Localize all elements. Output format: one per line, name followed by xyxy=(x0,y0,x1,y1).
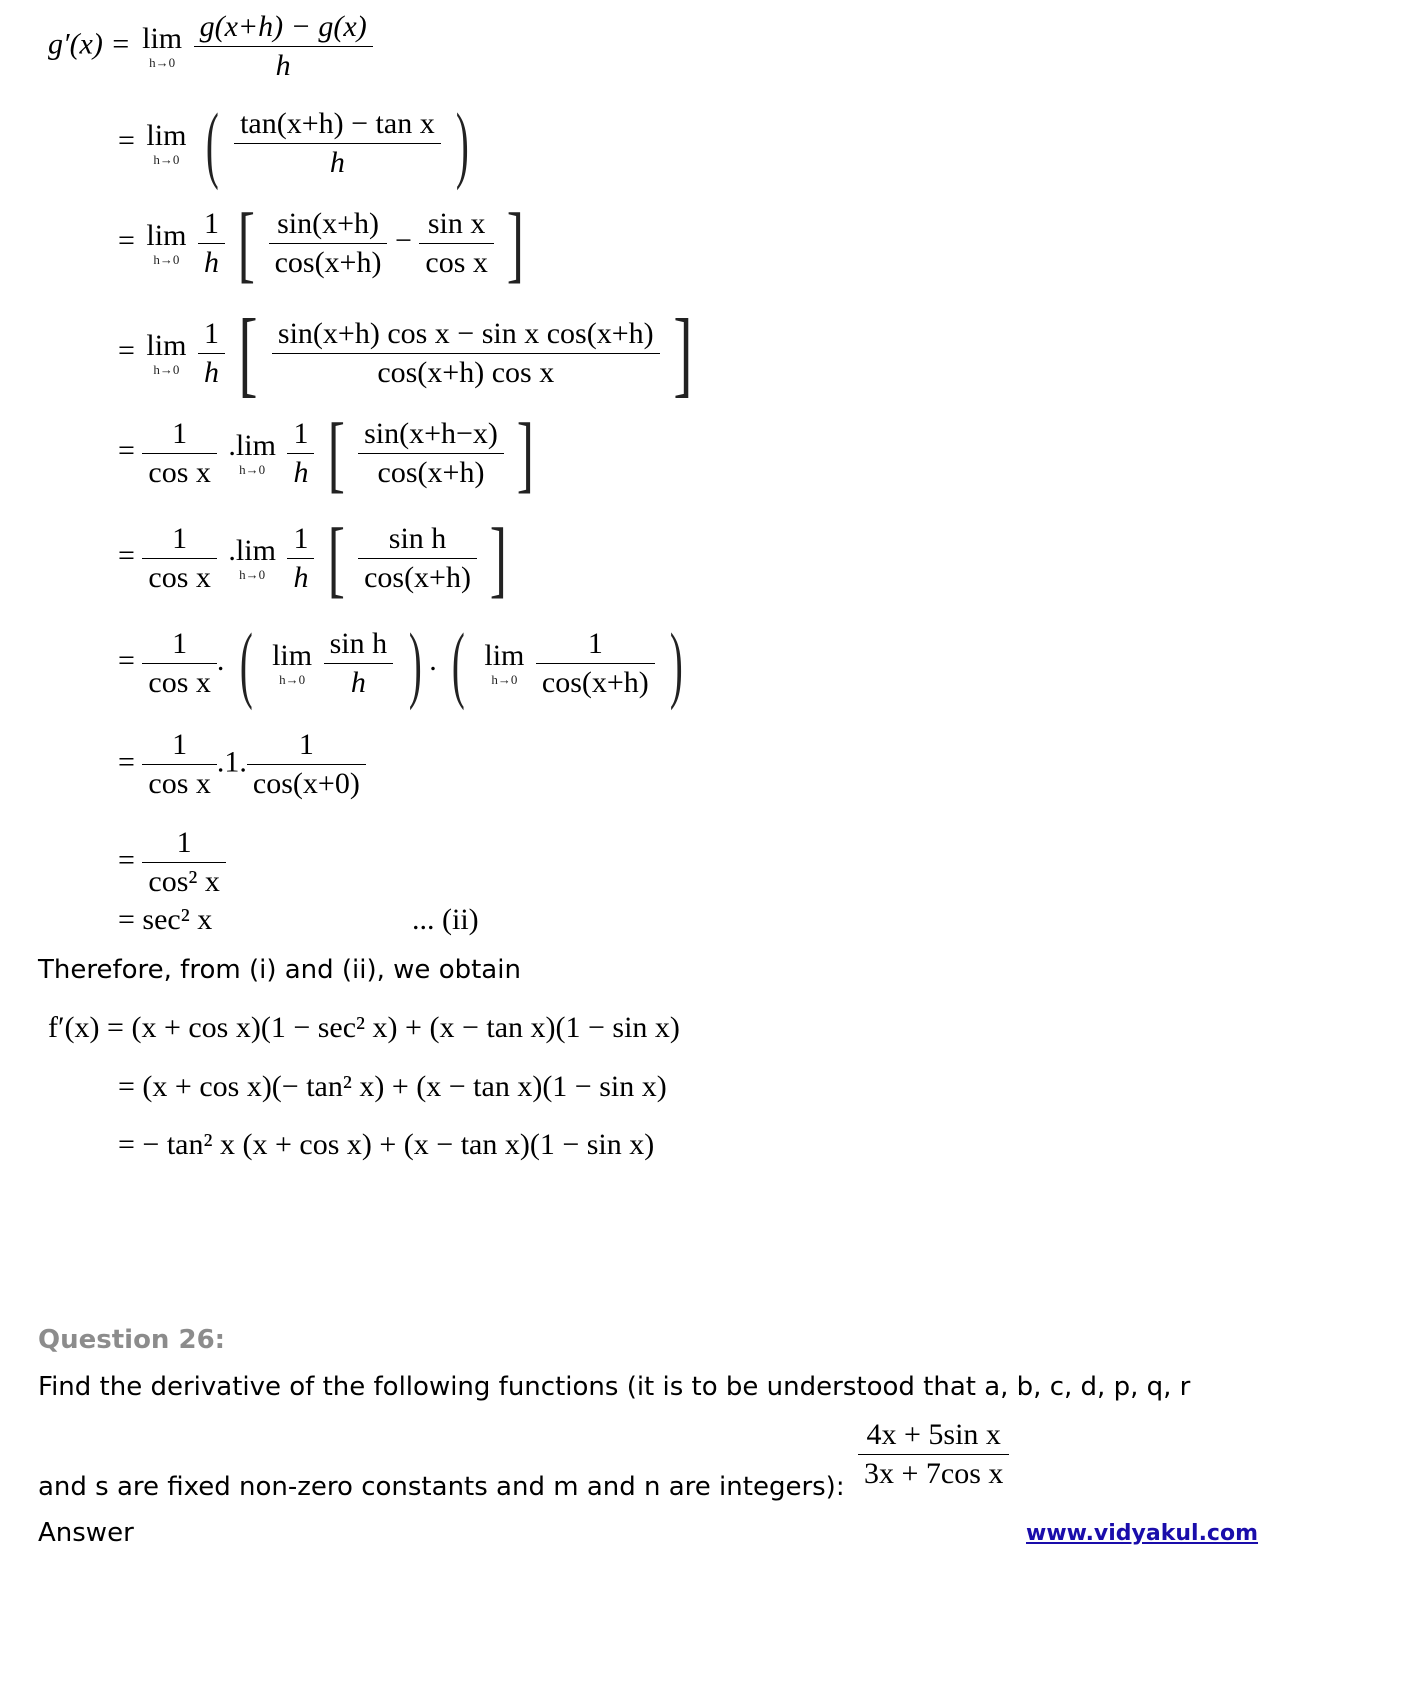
question-heading: Question 26: xyxy=(38,1325,226,1355)
deriv-line-5: = $\frac{1}{\text{cos x}}$ .lim h→0 $\frac{1}{h}$ [ $\frac{\sin(x+h-x)}{\cos(x+h)}$ ] xyxy=(118,405,535,501)
final-line-2: = (x + cos x)(− tan² x) + (x − tan x)(1 − sin x) xyxy=(118,1070,667,1103)
question-text-line-2: and s are fixed non-zero constants and m and n are integers): xyxy=(38,1472,845,1502)
therefore-text: Therefore, from (i) and (ii), we obtain xyxy=(38,955,521,985)
final-line-3: = − tan² x (x + cos x) + (x − tan x)(1 − sin x) xyxy=(118,1128,655,1161)
question-function: $\frac{\text{4x + 5sin x}}{\text{3x + 7cos x}}$ xyxy=(858,1420,1009,1489)
deriv-line-3: = lim h→0 $\frac{1}{h}$ [ $\frac{\sin(x+h)}{\cos(x+h)}$ − $\frac{\text{sin x}}{\text{cos x}}$ ] xyxy=(118,195,525,291)
lim-operator: lim h→0 xyxy=(142,22,183,70)
question-text-line-1: Find the derivative of the following functions (it is to be understood that a, b, c, d, p, q, r xyxy=(38,1372,1191,1402)
deriv-line-1 xyxy=(48,12,373,81)
vidyakul-link[interactable]: www.vidyakul.com xyxy=(1026,1521,1259,1546)
lim-operator: lim h→0 xyxy=(146,328,187,377)
difference-quotient: $\frac{g(x+h) - g(x)}{h}$ xyxy=(194,12,373,81)
lim-operator: lim h→0 xyxy=(146,218,187,267)
equation-tag-ii: ... (ii) xyxy=(412,903,479,936)
tan-quotient: $\frac{\text{tan(x+h) − tan x}}{h}$ xyxy=(234,109,441,178)
deriv-line-8: = $\frac{1}{\text{cos x}}$ .1. $\frac{1}{\cos(x+0)}$ xyxy=(118,730,366,799)
line1-lhs: g′(x) = xyxy=(48,27,131,61)
deriv-line-10: = sec² x xyxy=(118,903,213,936)
footer-link[interactable] xyxy=(1026,1521,1258,1546)
deriv-line-6: = $\frac{1}{\text{cos x}}$ .lim h→0 $\frac{1}{h}$ [ $\frac{\text{sin h}}{\cos(x+h)}$ ] xyxy=(118,510,508,606)
answer-label: Answer xyxy=(38,1518,134,1548)
final-line-1: f′(x) = (x + cos x)(1 − sec² x) + (x − tan x)(1 − sin x) xyxy=(48,1011,680,1044)
lim-operator: lim h→0 xyxy=(146,118,187,167)
deriv-line-7: = $\frac{1}{\text{cos x}}$ . ( lim h→0 $\frac{\text{sin h}}{h}$ ) . ( lim h→0 $\frac{1}{\cos(x+h)}$ ) xyxy=(118,615,684,711)
deriv-line-2: = lim h→0 ( $\frac{\text{tan(x+h) − tan x}}{h}$ ) xyxy=(118,95,469,191)
deriv-line-9: = $\frac{1}{\text{cos² x}}$ xyxy=(118,828,226,897)
deriv-line-4: = lim h→0 $\frac{1}{h}$ [ $\frac{\text{sin(x+h) cos x − sin x cos(x+h)}}{\text{cos(x+h) cos x}}$ ] xyxy=(118,299,693,406)
